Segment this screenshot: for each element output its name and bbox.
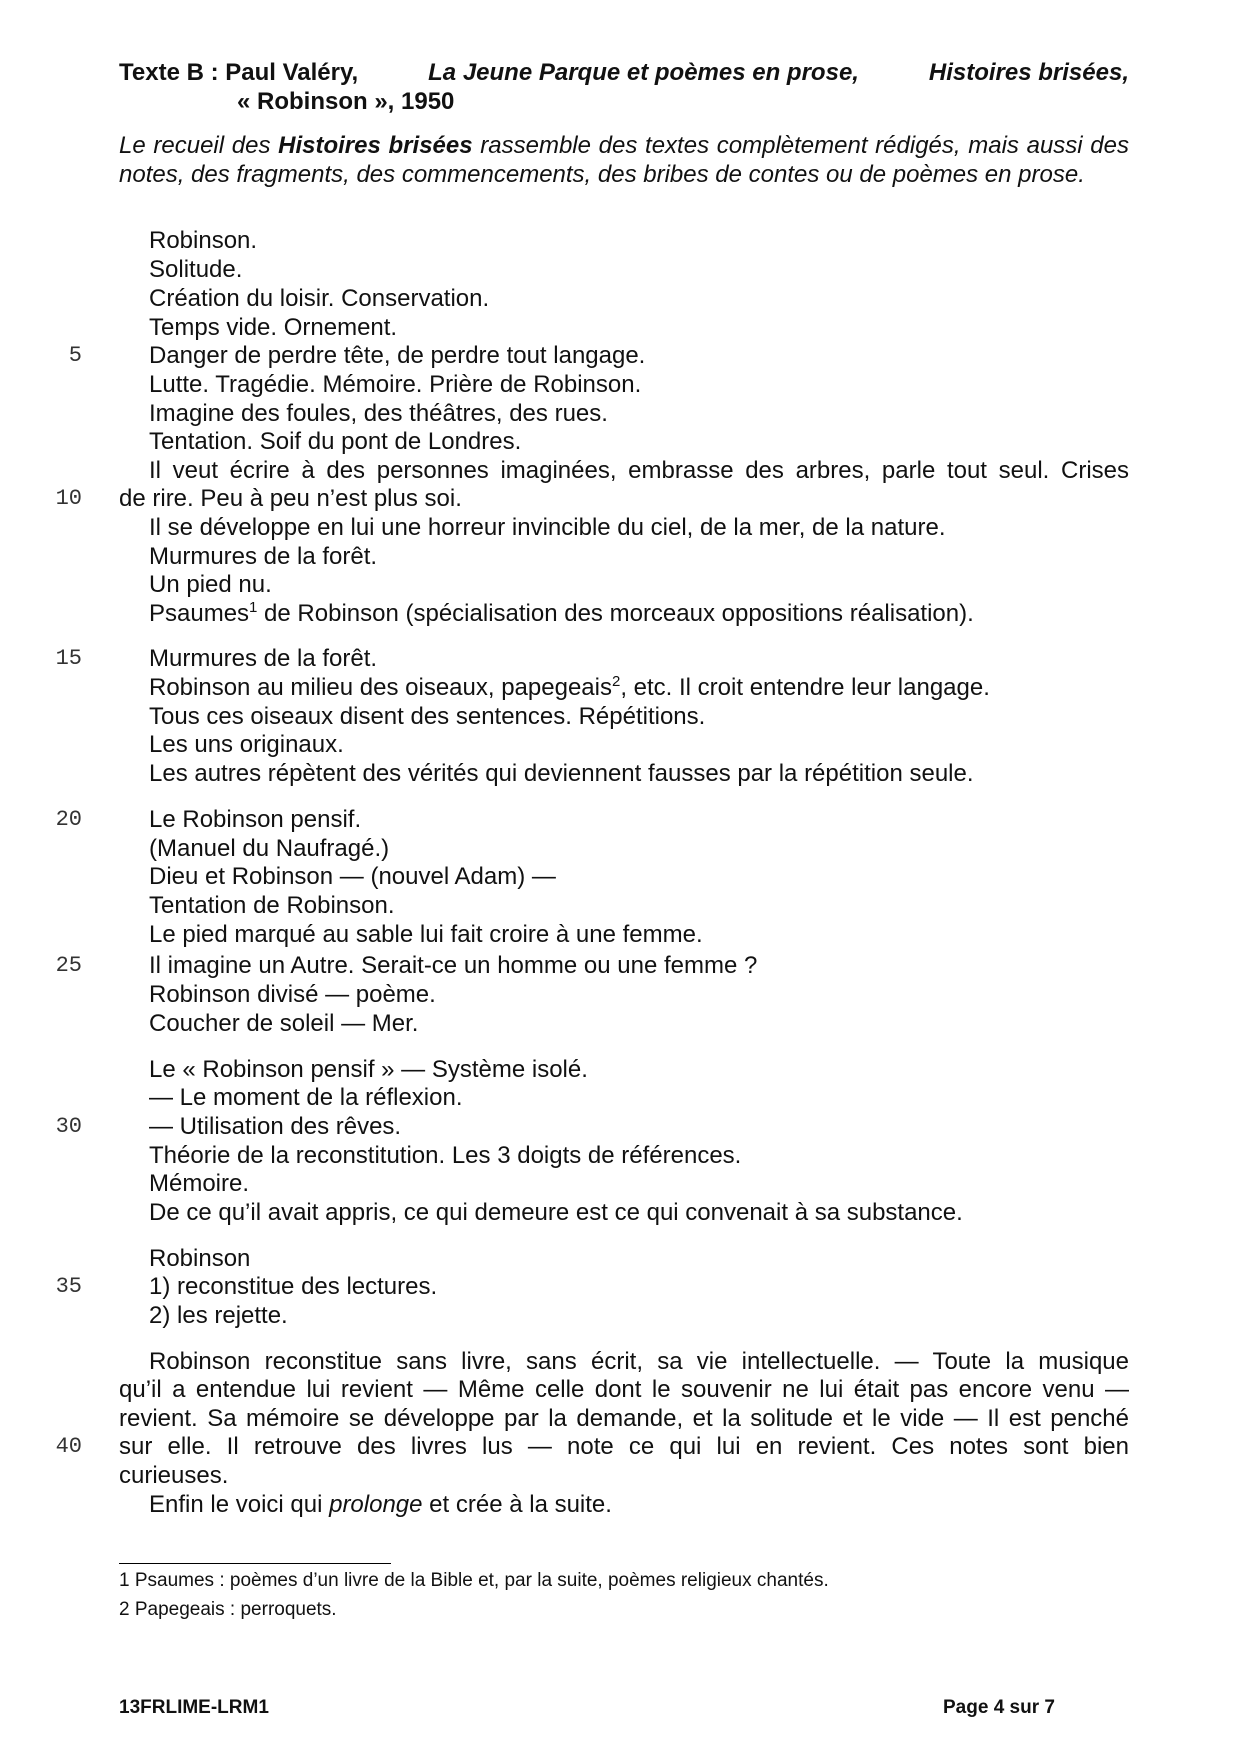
text-line: sur elle. Il retrouve des livres lus — note ce qui lui en revient. Ces notes sont bien [119, 1433, 1129, 1460]
text-line: Le pied marqué au sable lui fait croire à une femme. [149, 921, 703, 948]
intro-paragraph: Le recueil des Histoires brisées rassemble des textes complètement rédigés, mais aussi des notes, des fragments, des commencements, des bribes de contes ou de poèmes en prose. [119, 132, 1130, 188]
text-line: Il se développe en lui une horreur invincible du ciel, de la mer, de la nature. [149, 514, 946, 541]
line-number: 30 [55, 1114, 82, 1139]
text-line: Le Robinson pensif. [149, 806, 362, 833]
text-line: Temps vide. Ornement. [149, 314, 398, 341]
text-line: Les uns originaux. [149, 731, 344, 758]
heading-line-2: « Robinson », 1950 [237, 88, 455, 115]
text-line: Coucher de soleil — Mer. [149, 1010, 419, 1037]
text-line: Tentation. Soif du pont de Londres. [149, 428, 522, 455]
text-line: — Utilisation des rêves. [149, 1113, 402, 1140]
line-number: 25 [55, 953, 82, 978]
italic-word: prolonge [329, 1491, 423, 1518]
text-line: curieuses. [119, 1462, 229, 1489]
text-line: revient. Sa mémoire se développe par la demande, et la solitude et le vide — Il est penché [119, 1405, 1129, 1432]
text-line: Théorie de la reconstitution. Les 3 doigts de références. [149, 1142, 742, 1169]
text-line: qu’il a entendue lui revient — Même celle dont le souvenir ne lui était pas encore venu — [119, 1376, 1129, 1403]
footnote-ref: 2 [611, 673, 621, 690]
text-line: Imagine des foules, des théâtres, des rues. [149, 400, 608, 427]
text-line: Robinson. [149, 227, 258, 254]
text-heading [119, 58, 1129, 116]
text-line: Tentation de Robinson. [149, 892, 395, 919]
footnote: 2 Papegeais : perroquets. [119, 1599, 337, 1620]
text-line: Les autres répètent des vérités qui deviennent fausses par la répétition seule. [149, 760, 974, 787]
text-line: Mémoire. [149, 1170, 250, 1197]
text-line: Solitude. [149, 256, 243, 283]
text-line: Robinson au milieu des oiseaux, papegeais$^2$, etc. Il croit entendre leur langage. [149, 673, 990, 701]
footer-page-number: Page 4 sur 7 [943, 1697, 1055, 1718]
line-number: 35 [55, 1274, 82, 1299]
text-line: Robinson divisé — poème. [149, 981, 436, 1008]
text-line: Robinson [149, 1245, 251, 1272]
text-line: Lutte. Tragédie. Mémoire. Prière de Robinson. [149, 371, 642, 398]
text-line: Danger de perdre tête, de perdre tout langage. [149, 342, 646, 369]
text-line: Tous ces oiseaux disent des sentences. Répétitions. [149, 703, 706, 730]
text-line: Création du loisir. Conservation. [149, 285, 490, 312]
footnote-separator [119, 1563, 391, 1564]
line-number: 10 [55, 486, 82, 511]
text-line: (Manuel du Naufragé.) [149, 835, 390, 862]
text-line: Un pied nu. [149, 571, 272, 598]
text-line: Dieu et Robinson — (nouvel Adam) — [149, 863, 556, 890]
heading-label: Texte B : Paul Valéry, [119, 59, 359, 86]
text-line: Il imagine un Autre. Serait-ce un homme ou une femme ? [149, 952, 758, 979]
text-line: Murmures de la forêt. [149, 645, 378, 672]
text-line: 2) les rejette. [149, 1302, 288, 1329]
heading-collection: Histoires brisées, [928, 59, 1129, 86]
text-line: Robinson reconstitue sans livre, sans écrit, sa vie intellectuelle. — Toute la musique [149, 1348, 1129, 1375]
text-line: Enfin le voici qui prolonge et crée à la suite. [149, 1491, 612, 1518]
text-line: Psaumes$^1$ de Robinson (spécialisation des morceaux oppositions réalisation). [149, 599, 974, 627]
text-line: de rire. Peu à peu n’est plus soi. [119, 485, 462, 512]
footer-code: 13FRLIME-LRM1 [119, 1697, 269, 1718]
text-line: Murmures de la forêt. [149, 543, 378, 570]
line-number: 15 [55, 646, 82, 671]
text-line: — Le moment de la réflexion. [149, 1084, 463, 1111]
text-line: 1) reconstitue des lectures. [149, 1273, 438, 1300]
line-number: 5 [68, 343, 82, 368]
text-line: Il veut écrire à des personnes imaginées, embrasse des arbres, parle tout seul. Crises [149, 457, 1129, 484]
line-number: 20 [55, 807, 82, 832]
text-line: De ce qu’il avait appris, ce qui demeure est ce qui convenait à sa substance. [149, 1199, 963, 1226]
intro-bold-title: Histoires brisées [278, 132, 473, 159]
text-line: Le « Robinson pensif » — Système isolé. [149, 1056, 588, 1083]
line-number: 40 [55, 1434, 82, 1459]
heading-work-title: La Jeune Parque et poèmes en prose, [428, 59, 859, 86]
footnote: 1 Psaumes : poèmes d’un livre de la Bible et, par la suite, poèmes religieux chantés. [119, 1570, 829, 1591]
footnote-ref: 1 [249, 599, 258, 616]
